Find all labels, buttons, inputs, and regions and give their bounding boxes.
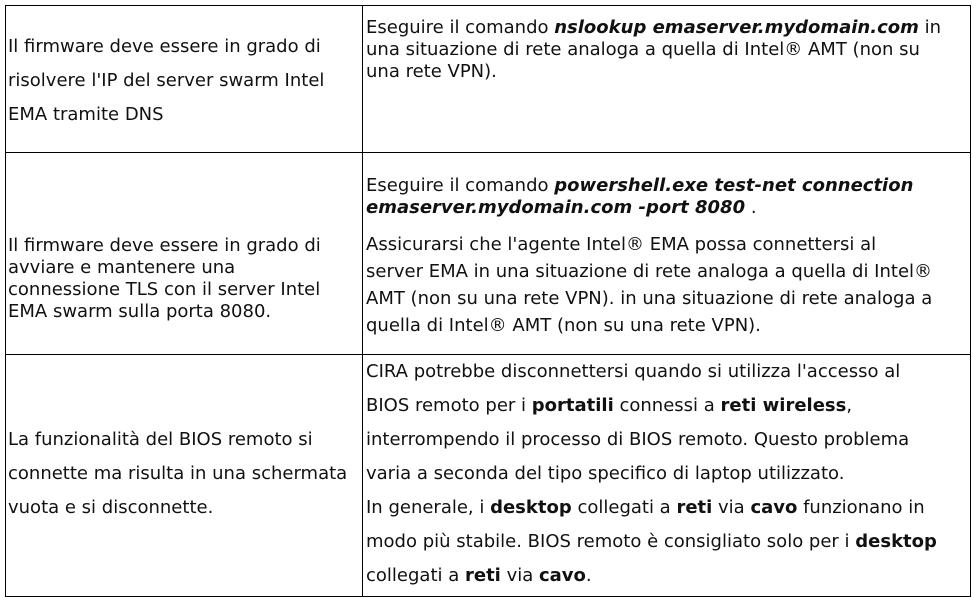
table-border-bottom xyxy=(5,596,971,597)
issue-line: vuota e si disconnette. xyxy=(8,497,214,518)
issue-line: connessione TLS con il server Intel xyxy=(8,279,321,300)
solution-cell: Eseguire il comando nslookup emaserver.mydomain.com in una situazione di rete analoga a quella di Intel® AMT (non su una rete VPN). xyxy=(366,17,941,82)
issue-line: Il firmware deve essere in grado di xyxy=(8,36,321,57)
issue-line: Il firmware deve essere in grado di xyxy=(8,235,321,256)
table-border-right xyxy=(970,5,971,597)
table-border-top xyxy=(5,5,971,6)
command-text: nslookup emaserver.mydomain.com xyxy=(554,17,919,38)
solution-cell: Eseguire il comando powershell.exe test-net connection emaserver.mydomain.com -port 8080 . Assicurarsi che l'agente Intel® EMA possa connettersi al server EMA in una situazione di rete analoga a quella di Intel® AMT (non su una rete VPN). in una situazione di rete analoga a quella di Intel® AMT (non su una rete VPN). xyxy=(366,175,933,336)
issue-line: risolvere l'IP del server swarm Intel xyxy=(8,70,325,91)
troubleshooting-table xyxy=(5,5,971,597)
table-row xyxy=(5,30,361,132)
row-divider xyxy=(5,152,971,153)
table-row xyxy=(5,423,361,525)
issue-line: EMA tramite DNS xyxy=(8,104,164,125)
command-text: emaserver.mydomain.com -port 8080 xyxy=(366,197,746,218)
table-row xyxy=(5,235,361,323)
command-text: powershell.exe test-net connection xyxy=(554,175,914,196)
issue-line: EMA swarm sulla porta 8080. xyxy=(8,301,272,322)
issue-line: connette ma risulta in una schermata xyxy=(8,463,348,484)
issue-line: avviare e mantenere una xyxy=(8,257,236,278)
solution-cell: CIRA potrebbe disconnettersi quando si utilizza l'accesso al BIOS remoto per i portatili connessi a reti wireless, interrompendo il processo di BIOS remoto. Questo problema varia a seconda del tipo specifico di laptop utilizzato. In generale, i desktop collegati a reti via cavo funzionano in modo più stabile. BIOS remoto è consigliato solo per i desktop collegati a reti via cavo. xyxy=(366,361,937,586)
issue-line: La funzionalità del BIOS remoto si xyxy=(8,429,313,450)
